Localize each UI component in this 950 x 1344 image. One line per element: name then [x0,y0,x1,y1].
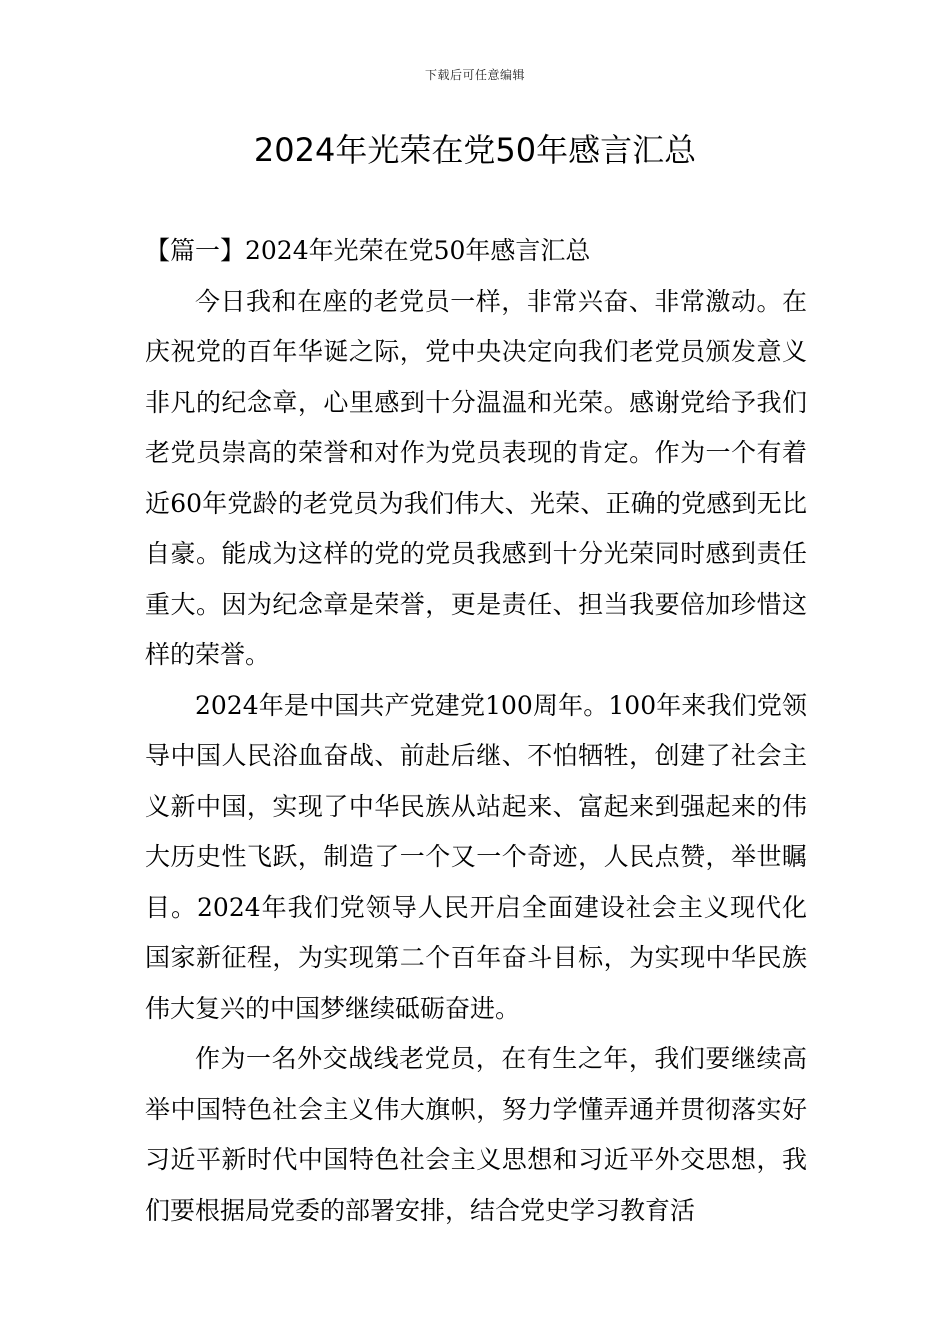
header-note: 下载后可任意编辑 [424,68,525,82]
paragraph: 作为一名外交战线老党员，在有生之年，我们要继续高举中国特色社会主义伟大旗帜，努力学懂弄通并贯彻落实好习近平新时代中国特色社会主义思想和习近平外交思想，我们要根据局党委的部署安排，结合党史学习教育活 [145,1044,807,1225]
paragraph: 今日我和在座的老党员一样，非常兴奋、非常激动。在庆祝党的百年华诞之际，党中央决定向我们老党员颁发意义非凡的纪念章，心里感到十分温温和光荣。感谢党给予我们老党员崇高的荣誉和对作为党员表现的肯定。作为一个有着近60年党龄的老党员为我们伟大、光荣、正确的党感到无比自豪。能成为这样的党的党员我感到十分光荣同时感到责任重大。因为纪念章是荣誉，更是责任、担当我要倍加珍惜这样的荣誉。 [145,286,807,669]
section-heading: 【篇一】2024年光荣在党50年感言汇总 [145,236,591,265]
paragraph: 2024年是中国共产党建党100周年。100年来我们党领导中国人民浴血奋战、前赴后继、不怕牺牲，创建了社会主义新中国，实现了中华民族从站起来、富起来到强起来的伟大历史性飞跃，制造了一个又一个奇迹，人民点赞，举世瞩目。2024年我们党领导人民开启全面建设社会主义现代化国家新征程，为实现第二个百年奋斗目标，为实现中华民族伟大复兴的中国梦继续砥砺奋进。 [145,690,807,1023]
document-title: 2024年光荣在党50年感言汇总 [253,131,697,169]
document-body [145,226,807,1236]
